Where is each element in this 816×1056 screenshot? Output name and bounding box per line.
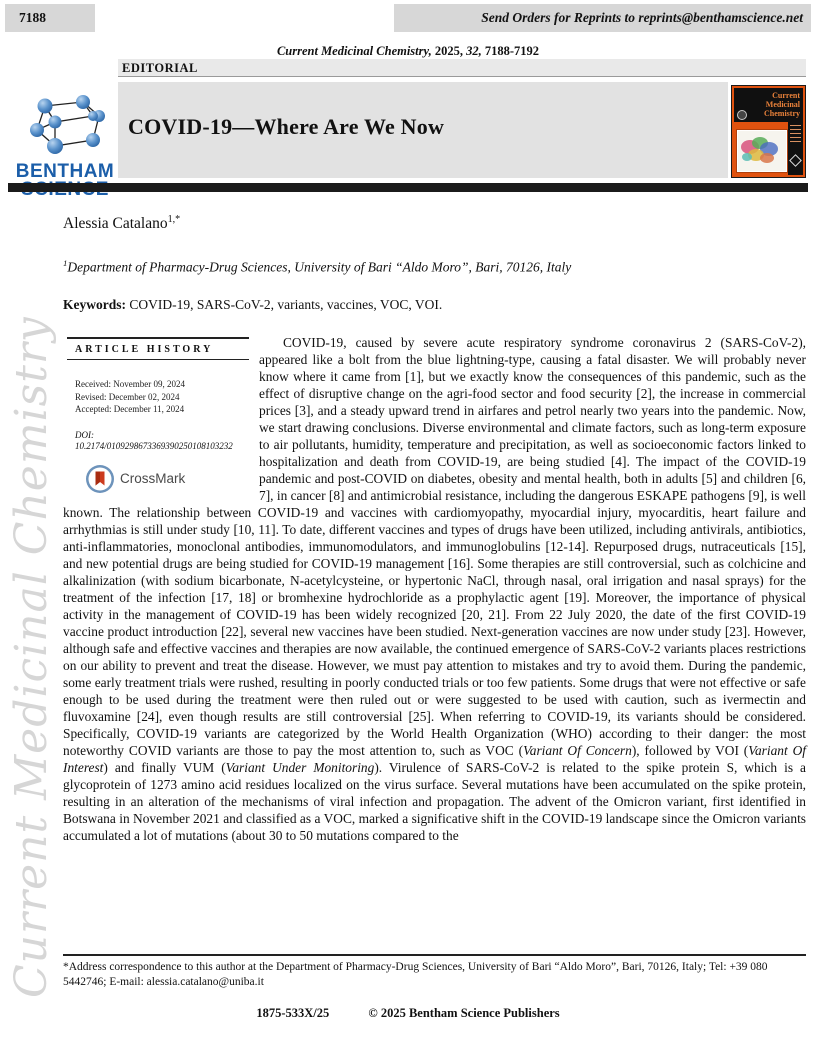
affiliation-line — [63, 258, 571, 276]
cover-side-strip — [788, 122, 803, 175]
crossmark-icon — [85, 464, 115, 494]
crossmark-label: CrossMark — [120, 471, 186, 486]
page-number: 7188 — [5, 4, 95, 32]
section-label: EDITORIAL — [118, 59, 806, 77]
received-date: Received: November 09, 2024 — [75, 379, 185, 389]
doi-value: 10.2174/0109298673369390250108103232 — [75, 440, 233, 451]
bentham-science-logo — [10, 76, 120, 199]
cover-journal-title — [764, 91, 800, 118]
footer-copyright: © 2025 Bentham Science Publishers — [368, 1006, 560, 1020]
cover-protein-image — [737, 130, 787, 172]
accepted-date: Accepted: December 11, 2024 — [75, 404, 185, 414]
crossmark-badge — [85, 464, 249, 494]
cover-header-band — [734, 88, 803, 122]
keywords-text: COVID-19, SARS-CoV-2, variants, vaccines, VOC, VOI. — [126, 297, 443, 312]
reprint-notice: Send Orders for Reprints to reprints@benthamscience.net — [394, 4, 811, 32]
keywords-line — [63, 297, 442, 313]
doi-block — [75, 430, 249, 452]
page-footer — [0, 1006, 816, 1021]
footer-issn: 1875-533X/25 — [256, 1006, 330, 1020]
article-history-dates — [75, 378, 249, 416]
cover-title-line: Medicinal — [765, 100, 800, 109]
article-title: COVID-19—Where Are We Now — [128, 114, 445, 139]
affiliation-text: Department of Pharmacy-Drug Sciences, University of Bari “Aldo Moro”, Bari, 70126, Italy — [67, 259, 572, 275]
main-content — [63, 334, 806, 844]
cover-title-line: Chemistry — [764, 109, 800, 118]
journal-watermark: Current Medicinal Chemistry — [6, 316, 57, 998]
journal-citation-line: Current Medicinal Chemistry, 2025, 32, 7188-7192 — [276, 44, 540, 58]
article-history-title: ARTICLE HISTORY — [67, 337, 249, 360]
molecule-logo-icon — [15, 76, 115, 158]
author-line — [63, 214, 180, 233]
correspondence-footnote: *Address correspondence to this author at the Department of Pharmacy-Drug Sciences, University of Bari “Aldo Moro”, Bari, 70126, Italy; Tel: +39 080 5442746; E-mail: alessia.catalano@uniba.it — [63, 961, 768, 988]
title-box — [118, 82, 728, 178]
cover-title-line: Current — [772, 91, 800, 100]
author-name: Alessia Catalano — [63, 215, 168, 233]
footnote-divider — [63, 954, 806, 956]
cover-bottom-emblem-icon — [789, 154, 802, 167]
logo-line-bentham: BENTHAM — [15, 161, 115, 182]
logo-wordmark — [10, 163, 120, 199]
doi-label: DOI: — [75, 429, 94, 440]
article-body-paragraph: COVID-19, caused by severe acute respiratory syndrome coronavirus 2 (SARS-CoV-2), appeared like a bolt from the blue lightning-type, causing a fatal disaster. We will probably never know where it came from [1], but we exactly know the consequences of this pandemic, such as the effect of disruptive change on the agri-food sector and food security [2], the increase in commercial prices [3], and a steady upward trend in airfares and petrol nearly two years into the pandemic. Now, we start drawing conclusions. Diverse environmental and climate factors, such as long-term exposure to air pollutants, humidity, temperature and precipitation, as well as socioeconomic factors linked to hospitalization and death from COVID-19, are being studied [4]. The impact of the COVID-19 pandemic and post-COVID on diabetes, obesity and mental health, both in adults [5] and children [6, 7], in cancer [8] and antimicrobial resistance, including the dangerous ESKAPE pathogens [9], is well known. The relationship between COVID-19 and vaccines with cardiomyopathy, myocardial injury, myocarditis, heart failure and arrhythmias is still under study [10, 11]. To date, different vaccines and types of drugs have been utilized, including antivirals, antibiotics, anti-inflammatories, monoclonal antibodies, immunomodulators, and immunoglobulins [12-14]. Repurposed drugs, nutraceuticals [15], and new potential drugs are being studied for COVID-19 management [16]. Some therapies are still controversial, such as colchicine and alkalinization (with sodium bicarbonate, N-acetylcysteine, or hypertonic NaCl, through nasal, oral irrigation and nasal sprays) for the treatment of the infection [17, 18] or bromhexine hydrochloride as a prophylactic agent [19]. Moreover, the importance of physical activity in the management of COVID-19 has been widely recognized [20, 21]. From 22 July 2020, the date of the first COVID-19 vaccine product introduction [22], several new vaccines have been studied. Next-generation vaccines are now under study [23]. However, although safe and effective vaccines and therapies are now available, the continued emergence of SARS-CoV-2 variants places restrictions on our ability to prevent and treat the disease. However, we must pay attention to mistakes and try to avoid them. During the pandemic, some early treatment trials were rushed, resulting in poorly conducted trials or too few patients. Some drugs that were not effective or safe enough to be used during the treatment were then ruled out or were suggested to be used with caution, such as ivermectin and fluvoxamine [24], even though results are still controversial [25]. When referring to COVID-19, its variants should be considered. Specifically, COVID-19 variants are categorized by the World Health Organization (WHO) according to their danger: the most noteworthy COVID variants are those to pay the most attention to, such as VOC (Variant Of Concern), followed by VOI (Variant Of Interest) and finally VUM (Variant Under Monitoring). Virulence of SARS-CoV-2 is related to the spike protein S, which is a glycoprotein of 1273 amino acid residues localized on the virus surface. Several mutations have been accumulated on the spike protein, resulting in an alteration of the mechanisms of viral infection and propagation. The advent of the Omicron variant, first identified in Botswana in November 2021 and classified as a VOC, marked a significative shift in the COVID-19 landscape since the Omicron variants accumulated a lot of mutations (about 30 to 50 mutations compared to the — [63, 335, 807, 843]
protein-structure-icon — [738, 131, 784, 169]
header-divider-bar — [8, 183, 808, 192]
journal-cover-thumbnail — [731, 85, 806, 178]
affiliation-superscript: 1 — [63, 258, 68, 268]
revised-date: Revised: December 02, 2024 — [75, 391, 180, 402]
keywords-label: Keywords: — [63, 297, 126, 312]
cover-emblem-icon — [737, 110, 747, 120]
article-history-box — [67, 337, 249, 494]
author-superscript: 1,* — [167, 214, 181, 225]
